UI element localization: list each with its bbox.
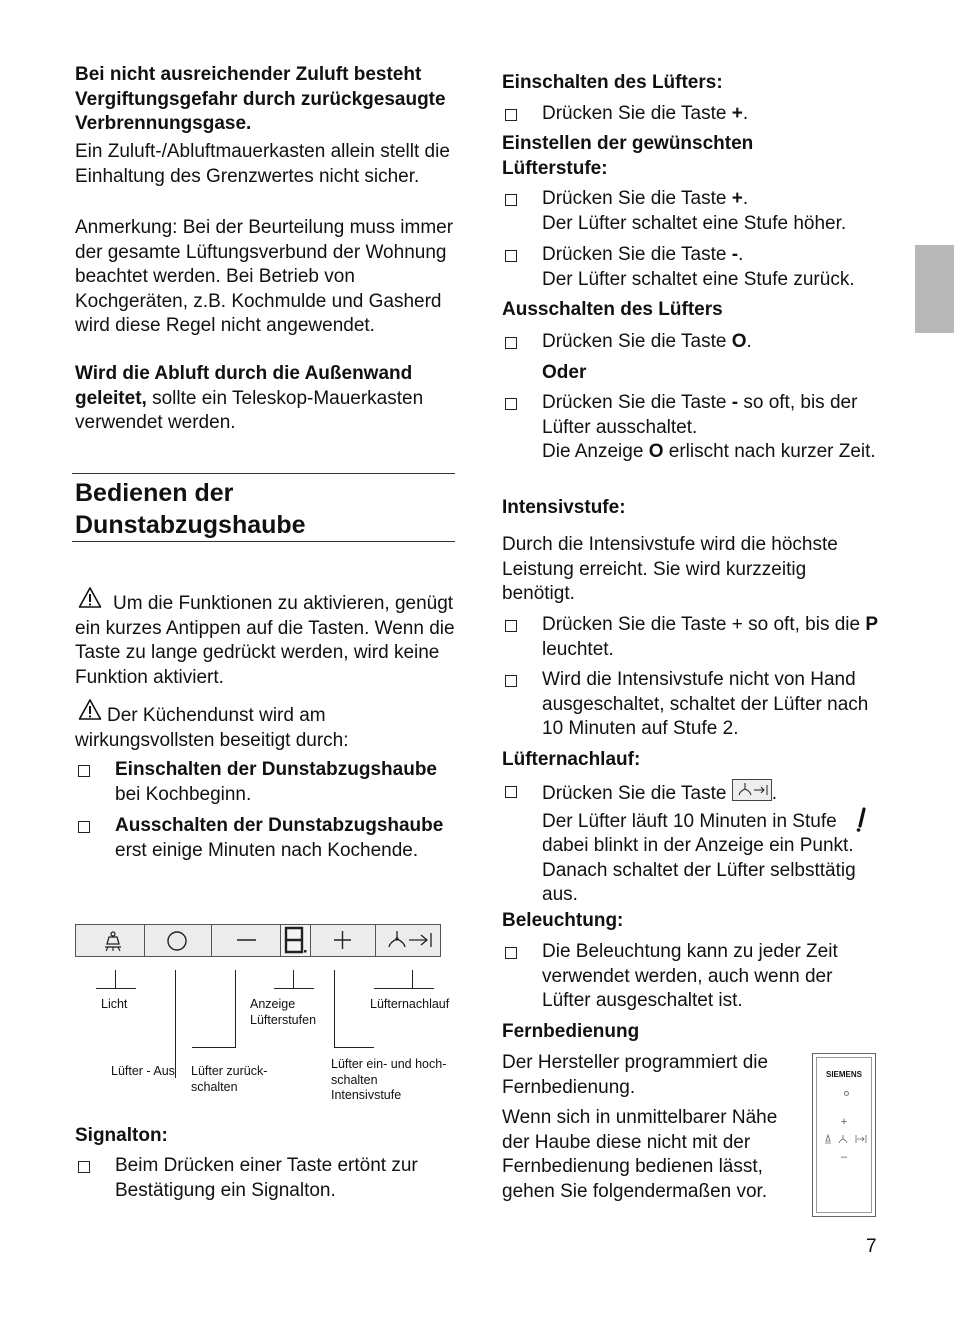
section-tab [915, 245, 954, 333]
remote-minus-button: – [840, 1151, 848, 1163]
callout-line [274, 988, 314, 989]
label-licht: Licht [101, 997, 128, 1011]
heading-ausschalten: Ausschalten des Lüfters [502, 299, 723, 320]
plus-icon [311, 925, 373, 955]
fan-timer-key [375, 924, 441, 957]
label-luefter-ein: Lüfter ein- und hoch- schalten Intensivstufe [331, 1057, 447, 1102]
callout-line [412, 970, 413, 989]
callout-line [334, 1047, 374, 1048]
digit-one-icon [854, 807, 868, 833]
callout-line [374, 988, 434, 989]
heading-beleuchtung: Beleuchtung: [502, 910, 624, 931]
remote-led [844, 1091, 849, 1096]
minus-icon [212, 925, 278, 955]
remote-plus-button: + [840, 1116, 848, 1128]
oder-label: Oder [542, 362, 587, 383]
off-key [144, 924, 212, 957]
checkbox-bullet [505, 675, 517, 687]
minus-key [211, 924, 281, 957]
heading-einschalten: Einschalten des Lüfters: [502, 72, 723, 93]
checkbox-bullet [505, 620, 517, 632]
remote-control-illustration [812, 1053, 876, 1217]
checkbox-bullet [78, 821, 90, 833]
light-key [75, 924, 145, 957]
checkbox-bullet [505, 398, 517, 410]
label-nachlauf: Lüfternachlauf [370, 997, 450, 1011]
checkbox-bullet [505, 194, 517, 206]
page-number: 7 [866, 1236, 877, 1257]
section-rule-top [72, 473, 455, 474]
paragraph-intensivstufe: Durch die Intensivstufe wird die höchste Leistung erreicht. Sie wird kurzzeitig benötigt. [502, 534, 838, 604]
remote-function-icons [823, 1134, 869, 1144]
remote-brand-logo: SIEMENS [825, 1070, 862, 1079]
paragraph-anmerkung: Anmerkung: Bei der Beurteilung muss immer der gesamte Lüftungsverbund der Wohnung beachtet werden. Bei Betrieb von Kochgeräten, z.B. Kochmulde und Gasherd wird diese Regel nicht angewendet. [75, 217, 454, 336]
paragraph-zuluft: Ein Zuluft-/Abluftmauerkasten allein stellt die Einhaltung des Grenzwertes nicht sicher. [75, 141, 450, 187]
paragraph-fernbedienung-1: Der Hersteller programmiert die Fernbedienung. [502, 1052, 769, 1098]
heading-intensivstufe: Intensivstufe: [502, 497, 626, 518]
callout-line [235, 970, 236, 1048]
heading-luefternachlauf: Lüfternachlauf: [502, 749, 641, 770]
paragraph-abluft: Wird die Abluft durch die Außenwand geleitet, sollte ein Teleskop-Mauerkasten verwendet werden. [75, 363, 424, 433]
checkbox-bullet [78, 1161, 90, 1173]
checkbox-bullet [505, 337, 517, 349]
section-title: Bedienen der Dunstabzugshaube [75, 479, 306, 539]
label-luefter-aus: Lüfter - Aus [111, 1064, 175, 1078]
plus-key [310, 924, 376, 957]
label-luefter-zurueck: Lüfter zurück- schalten [191, 1064, 268, 1094]
checkbox-bullet [78, 765, 90, 777]
fan-timer-icon [376, 925, 438, 955]
paragraph-fernbedienung-2: Wenn sich in unmittelbarer Nähe der Haube diese nicht mit der Fernbedienung bedienen lässt, gehen Sie folgendermaßen vor. [502, 1107, 778, 1202]
callout-line [96, 988, 136, 989]
checkbox-bullet [505, 109, 517, 121]
control-panel-diagram [75, 924, 441, 961]
warning-heading: Bei nicht ausreichender Zuluft besteht Vergiftungsgefahr durch zurückgesaugte Verbrennungsgase. [75, 64, 446, 134]
heading-luefterstufe: Einstellen der gewünschten Lüfterstufe: [502, 133, 754, 179]
label-anzeige: Anzeige Lüfterstufen [250, 997, 317, 1027]
section-rule-bottom [72, 541, 455, 542]
callout-line [192, 1047, 236, 1048]
note-antippen: Um die Funktionen zu aktivieren, genügt ein kurzes Antippen auf die Tasten. Wenn die Taste zu lange gedrückt werden, wird keine Funktion aktiviert. [75, 593, 455, 688]
fan-timer-icon [732, 779, 772, 801]
heading-fernbedienung: Fernbedienung [502, 1021, 640, 1042]
display-segment [280, 924, 311, 957]
circle-off-icon [145, 925, 209, 955]
checkbox-bullet [505, 250, 517, 262]
checkbox-bullet [505, 786, 517, 798]
callout-line [115, 970, 116, 989]
callout-line [293, 970, 294, 989]
callout-line [175, 970, 176, 1078]
lamp-icon [76, 925, 142, 955]
digit-display-icon [281, 925, 309, 955]
checkbox-bullet [505, 947, 517, 959]
signalton-heading: Signalton: [75, 1125, 168, 1146]
note-kuechendunst: Der Küchendunst wird am wirkungsvollsten beseitigt durch: [75, 705, 349, 751]
